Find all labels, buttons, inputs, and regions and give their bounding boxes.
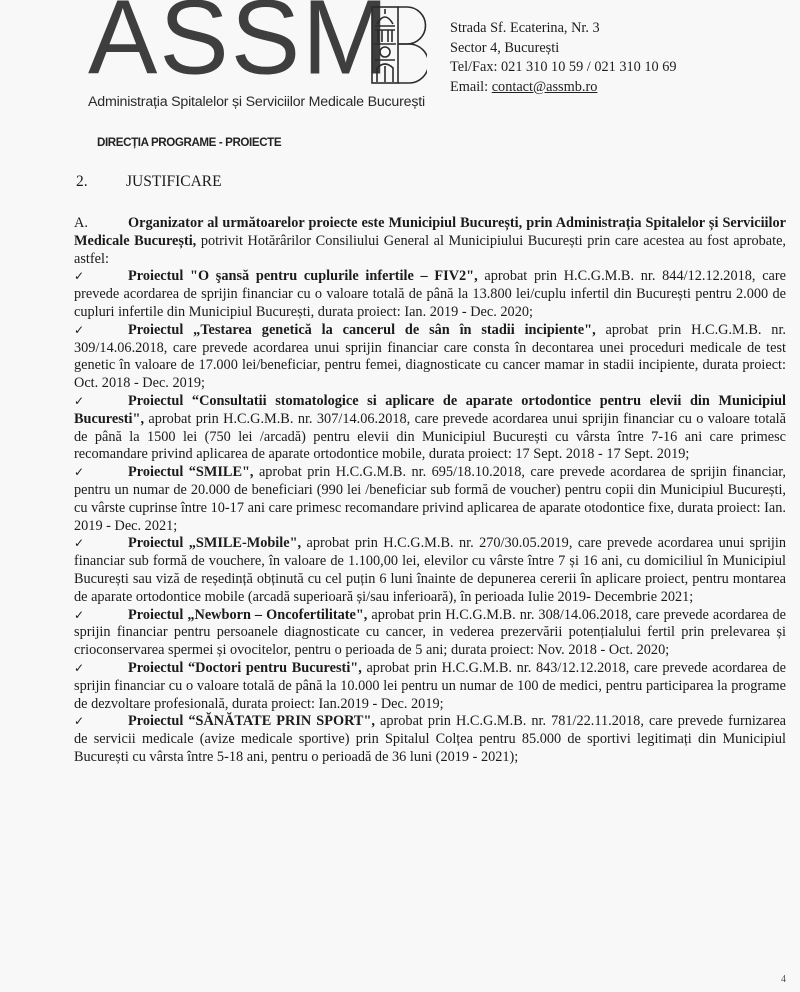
building-b-monogram-icon (371, 4, 427, 86)
address-line-1: Strada Sf. Ecaterina, Nr. 3 (450, 20, 600, 36)
project-item (74, 607, 786, 660)
address-line-2: Sector 4, București (450, 39, 560, 56)
intro-paragraph (74, 215, 786, 268)
checkmark-icon: ✓ (74, 660, 85, 675)
logo-wordmark: ASSM (88, 0, 391, 98)
project-title: Proiectul „SMILE-Mobile", (128, 535, 302, 552)
section-title: JUSTIFICARE (126, 173, 222, 190)
project-item (74, 535, 786, 606)
project-title: Proiectul “Doctori pentru Bucuresti", (128, 659, 362, 676)
project-item (74, 393, 786, 464)
project-description: aprobat prin H.C.G.M.B. nr. 843/12.12.2018, care prevede acordarea de sprijin financiar cu o valoare totală de până la 10.000 lei pentru un numar de 100 de medici, pentru participarea la programe de dezvoltare profesională, durata proiect: Ian.2019 - Dec. 2019; (74, 659, 786, 712)
checkmark-icon: ✓ (74, 714, 85, 729)
contact-block (450, 19, 677, 97)
intro-text: potrivit Hotărârilor Consiliului General al Municipiului București prin care acestea au fost aprobate, astfel: (74, 232, 786, 267)
phone-fax: Tel/Fax: 021 310 10 59 / 021 310 10 69 (450, 59, 677, 75)
department-name: DIRECȚIA PROGRAME - PROIECTE (97, 136, 282, 149)
intro-bold-text: Organizator al următoarelor proiecte este Municipiul București, prin Administrația Spitalelor și Serviciilor Medicale București, (74, 215, 786, 249)
email-link[interactable]: contact@assmb.ro (491, 78, 598, 95)
project-title: Proiectul “Consultatii stomatologice si aplicare de aparate ortodontice pentru elevii din Municipiul Bucuresti", (74, 392, 786, 427)
email-label: Email: (450, 78, 489, 95)
checkmark-icon: ✓ (74, 536, 85, 551)
project-description: aprobat prin H.C.G.M.B. nr. 270/30.05.2019, care prevede acordarea unui sprijin financiar sub formă de vouchere, în valoare de 1.100,00 lei, elevilor cu vârste între 7 și 16 ani, cu domiciliul în Municipiul București sau viză de reședință obținută cu cel puțin 6 luni înainte de depunerea cererii în aplicare proiect, pentru montarea de aparate ortodontice mobile (arcadă superioară și/sau inferioară), în perioada Iulie 2019- Decembrie 2021; (74, 535, 787, 605)
project-title: Proiectul „Newborn – Oncofertilitate", (128, 606, 368, 623)
checkmark-icon: ✓ (74, 607, 85, 622)
project-title: Proiectul “SĂNĂTATE PRIN SPORT", (128, 713, 375, 730)
checkmark-icon: ✓ (74, 465, 85, 480)
project-item (74, 713, 786, 766)
project-title: Proiectul "O şansă pentru cuplurile infertile – FIV2", (128, 268, 478, 285)
checkmark-icon: ✓ (74, 322, 85, 337)
section-heading (76, 173, 222, 191)
email-row (450, 78, 677, 98)
project-description: aprobat prin H.C.G.M.B. nr. 309/14.06.2018, care prevede acordarea unui sprijin financiar care consta în decontarea unei proceduri medicale de test genetic în valoare de 17.000 lei/beneficiar, pentru femei, diagnosticate cu cancer mamar in stadii incipiente, durata proiect: Oct. 2018 - Dec. 2019; (74, 321, 786, 392)
project-description: aprobat prin H.C.G.M.B. nr. 844/12.12.2018, care prevede acordarea de sprijin financiar cu o valoare totală de până la 13.800 lei/cuplu infertil din București pentru 2.000 de cupluri infertile din Municipiul București, durata proiect: Ian. 2019 - Dec. 2020; (74, 268, 786, 320)
project-description: aprobat prin H.C.G.M.B. nr. 308/14.06.2018, care prevede acordarea de sprijin financiar pentru persoanele diagnosticate cu cancer, in vederea prezervării potențialului fertil prin prelevarea și crioconservarea spermei și ovocitelor, pentru o perioada de 5 ani; durata proiect: Nov. 2018 - Oct. 2020; (74, 606, 786, 659)
project-description: aprobat prin H.C.G.M.B. nr. 307/14.06.2018, care prevede acordarea unui sprijin financiar cu o valoare totală de până la 1500 lei (750 lei /arcadă) pentru elevii din Municipiul București cu vârsta între 7-16 ani care primesc recomandare privind aplicarea de aparate ortodontice mobile, durata proiect: 17 Sept. 2018 - 17 Sept. 2019; (74, 410, 786, 463)
project-title: Proiectul “SMILE", (128, 464, 254, 481)
checkmark-icon: ✓ (74, 269, 85, 284)
organization-name: Administrația Spitalelor și Serviciilor Medicale București (88, 94, 425, 110)
project-title: Proiectul „Testarea genetică la cancerul de sân în stadii incipiente", (128, 321, 596, 338)
project-item (74, 660, 786, 713)
project-item (74, 268, 786, 321)
page-number: 4 (781, 974, 786, 985)
checkmark-icon: ✓ (74, 393, 85, 408)
project-item (74, 464, 786, 535)
section-number: 2. (76, 173, 88, 190)
project-item (74, 322, 786, 393)
document-body (74, 215, 786, 767)
project-description: aprobat prin H.C.G.M.B. nr. 781/22.11.2018, care prevede furnizarea de servicii medicale (avize medicale sportive) prin Spitalul Colțea pentru 85.000 de sportivi legitimați din Municipiul București cu vârsta între 5-18 ani, pentru o perioadă de 36 luni (2019 - 2021); (74, 713, 787, 765)
project-description: aprobat prin H.C.G.M.B. nr. 695/18.10.2018, care prevede acordarea de sprijin financiar, pentru un numar de 20.000 de beneficiari (990 lei /beneficiar sub formă de voucher) pentru copii din Municipiul București, cu vârste cuprinse între 10-17 ani care primesc recomandare privind aplicarea de aparate otodontice fixe, durata proiect: Ian. 2019 - Dec. 2021; (74, 464, 786, 534)
intro-letter: A. (74, 215, 88, 231)
